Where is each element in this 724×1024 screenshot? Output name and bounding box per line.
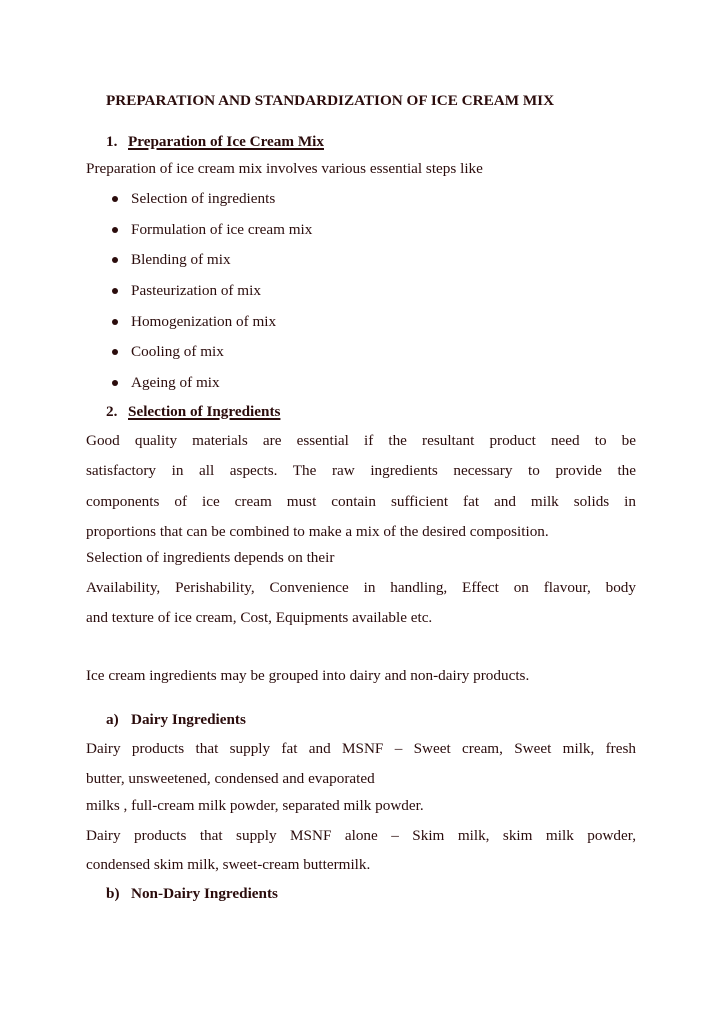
list-item: [112, 374, 220, 392]
paragraph-line: condensed skim milk, sweet-cream buttermilk.: [86, 856, 371, 873]
paragraph-line: Dairy products that supply MSNF alone – Skim milk, skim milk powder,: [86, 827, 636, 844]
section-title: Selection of Ingredients: [128, 403, 281, 420]
list-item-text: Pasteurization of mix: [131, 282, 261, 299]
paragraph-line: butter, unsweetened, condensed and evaporated: [86, 770, 375, 787]
list-item: [112, 190, 275, 208]
bullet-icon: [112, 196, 118, 202]
list-item-text: Ageing of mix: [131, 374, 220, 391]
paragraph-line: Availability, Perishability, Convenience in handling, Effect on flavour, body: [86, 579, 636, 596]
list-item: [112, 313, 276, 331]
paragraph-line: and texture of ice cream, Cost, Equipments available etc.: [86, 609, 433, 626]
list-item: [112, 343, 224, 361]
section-number: 2.: [106, 403, 118, 420]
subsection-b-heading: [106, 885, 278, 903]
paragraph-line: proportions that can be combined to make a mix of the desired composition.: [86, 523, 549, 540]
section-2-heading: [106, 403, 280, 421]
subsection-title: Dairy Ingredients: [131, 711, 246, 728]
list-item: [112, 282, 261, 300]
bullet-icon: [112, 380, 118, 386]
list-item: [112, 221, 312, 239]
subsection-label: a): [106, 711, 119, 728]
list-item-text: Blending of mix: [131, 251, 231, 268]
bullet-icon: [112, 227, 118, 233]
paragraph: Ice cream ingredients may be grouped into dairy and non-dairy products.: [86, 667, 530, 684]
list-item-text: Homogenization of mix: [131, 313, 277, 330]
paragraph-line: milks , full-cream milk powder, separated milk powder.: [86, 797, 424, 814]
bullet-icon: [112, 349, 118, 355]
paragraph-line: components of ice cream must contain sufficient fat and milk solids in: [86, 493, 636, 510]
bullet-icon: [112, 288, 118, 294]
list-item: [112, 251, 231, 269]
subsection-label: b): [106, 885, 120, 902]
paragraph-line: satisfactory in all aspects. The raw ingredients necessary to provide the: [86, 462, 636, 479]
bullet-icon: [112, 257, 118, 263]
paragraph: Selection of ingredients depends on their: [86, 549, 335, 566]
paragraph-line: Dairy products that supply fat and MSNF – Sweet cream, Sweet milk, fresh: [86, 740, 636, 757]
subsection-a-heading: [106, 711, 246, 729]
bullet-icon: [112, 319, 118, 325]
list-item-text: Cooling of mix: [131, 343, 224, 360]
section-title: Preparation of Ice Cream Mix: [128, 133, 324, 150]
list-item-text: Selection of ingredients: [131, 190, 276, 207]
section-number: 1.: [106, 133, 118, 150]
list-item-text: Formulation of ice cream mix: [131, 221, 313, 238]
section-1-intro: Preparation of ice cream mix involves various essential steps like: [86, 160, 483, 177]
subsection-title: Non-Dairy Ingredients: [131, 885, 278, 902]
section-1-heading: [106, 133, 324, 151]
paragraph-line: Good quality materials are essential if the resultant product need to be: [86, 432, 636, 449]
page-title: PREPARATION AND STANDARDIZATION OF ICE CREAM MIX: [106, 92, 555, 109]
